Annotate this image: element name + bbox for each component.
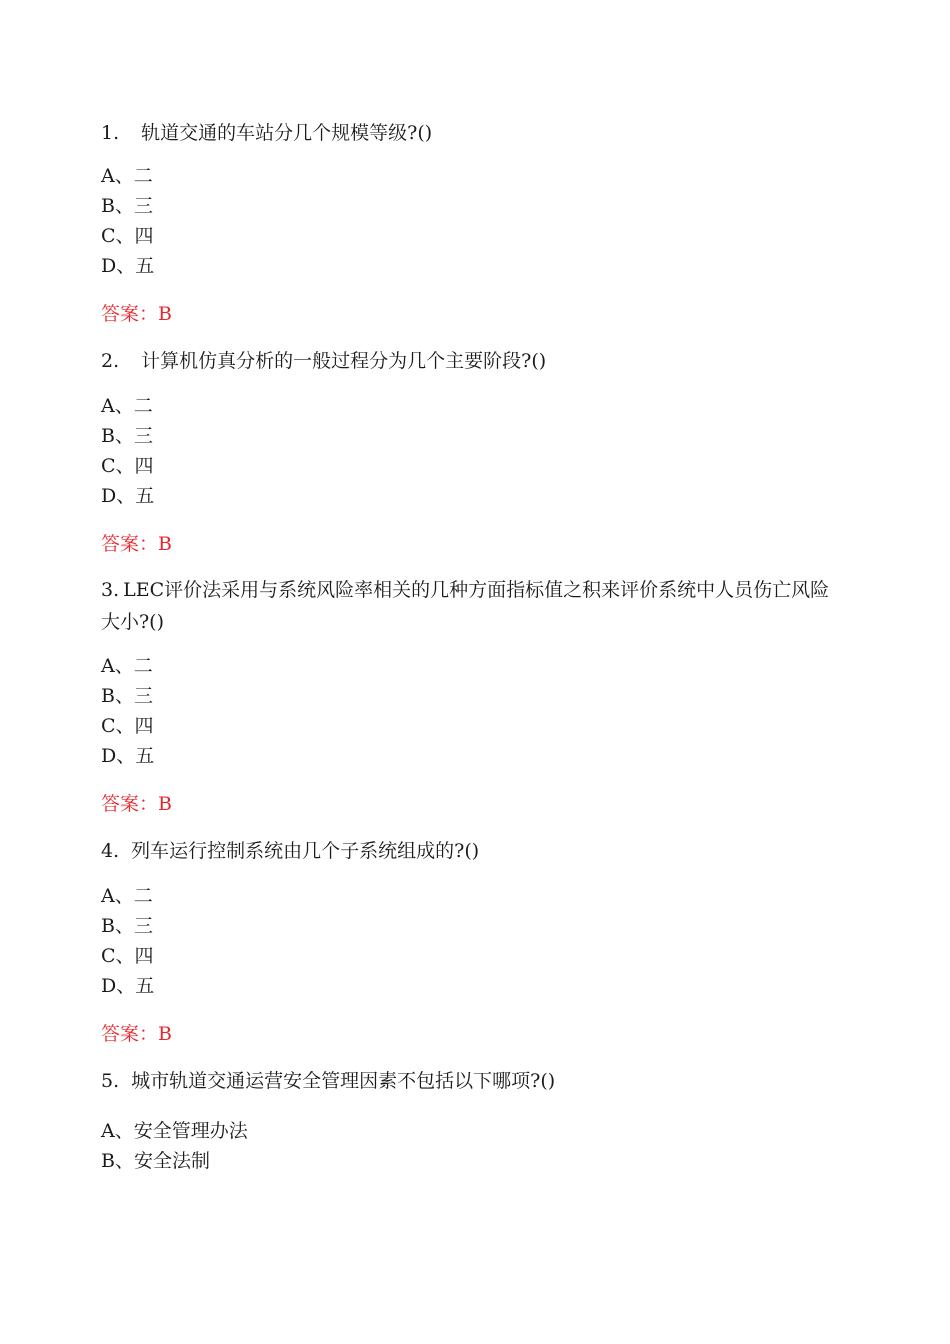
option-d: D、五 xyxy=(101,485,155,507)
option-b: B、三 xyxy=(101,915,153,937)
option-d: D、五 xyxy=(101,975,155,997)
option-b: B、三 xyxy=(101,195,153,217)
option-a: A、二 xyxy=(101,395,153,417)
option-d: D、五 xyxy=(101,255,155,277)
option-b: B、三 xyxy=(101,425,153,447)
question-text: 城市轨道交通运营安全管理因素不包括以下哪项?() xyxy=(131,1070,556,1092)
option-c: C、四 xyxy=(101,225,154,247)
question-text: 计算机仿真分析的一般过程分为几个主要阶段?() xyxy=(141,350,547,372)
option-a: A、二 xyxy=(101,655,153,677)
option-b: B、安全法制 xyxy=(101,1150,210,1172)
question-text: 列车运行控制系统由几个子系统组成的?() xyxy=(131,840,480,862)
answer: 答案：B xyxy=(101,793,172,815)
question-number: 1. xyxy=(101,122,120,144)
question-number: 3. xyxy=(101,579,120,601)
question-text: 轨道交通的车站分几个规模等级?() xyxy=(141,122,433,144)
option-c: C、四 xyxy=(101,455,154,477)
question-4 xyxy=(101,840,479,862)
answer: 答案：B xyxy=(101,1023,172,1045)
option-b: B、三 xyxy=(101,685,153,707)
question-2 xyxy=(101,350,546,372)
question-3 xyxy=(101,574,846,638)
question-number: 5. xyxy=(101,1070,120,1092)
question-5 xyxy=(101,1070,555,1092)
question-number: 2. xyxy=(101,350,120,372)
option-c: C、四 xyxy=(101,715,154,737)
option-a: A、二 xyxy=(101,165,153,187)
question-number: 4. xyxy=(101,840,120,862)
answer: 答案：B xyxy=(101,533,172,555)
option-d: D、五 xyxy=(101,745,155,767)
option-a: A、安全管理办法 xyxy=(101,1120,248,1142)
option-c: C、四 xyxy=(101,945,154,967)
answer: 答案：B xyxy=(101,303,172,325)
option-a: A、二 xyxy=(101,885,153,907)
question-text: LEC评价法采用与系统风险率相关的几种方面指标值之积来评价系统中人员伤亡风险大小?() xyxy=(101,579,830,633)
question-1 xyxy=(101,122,432,144)
